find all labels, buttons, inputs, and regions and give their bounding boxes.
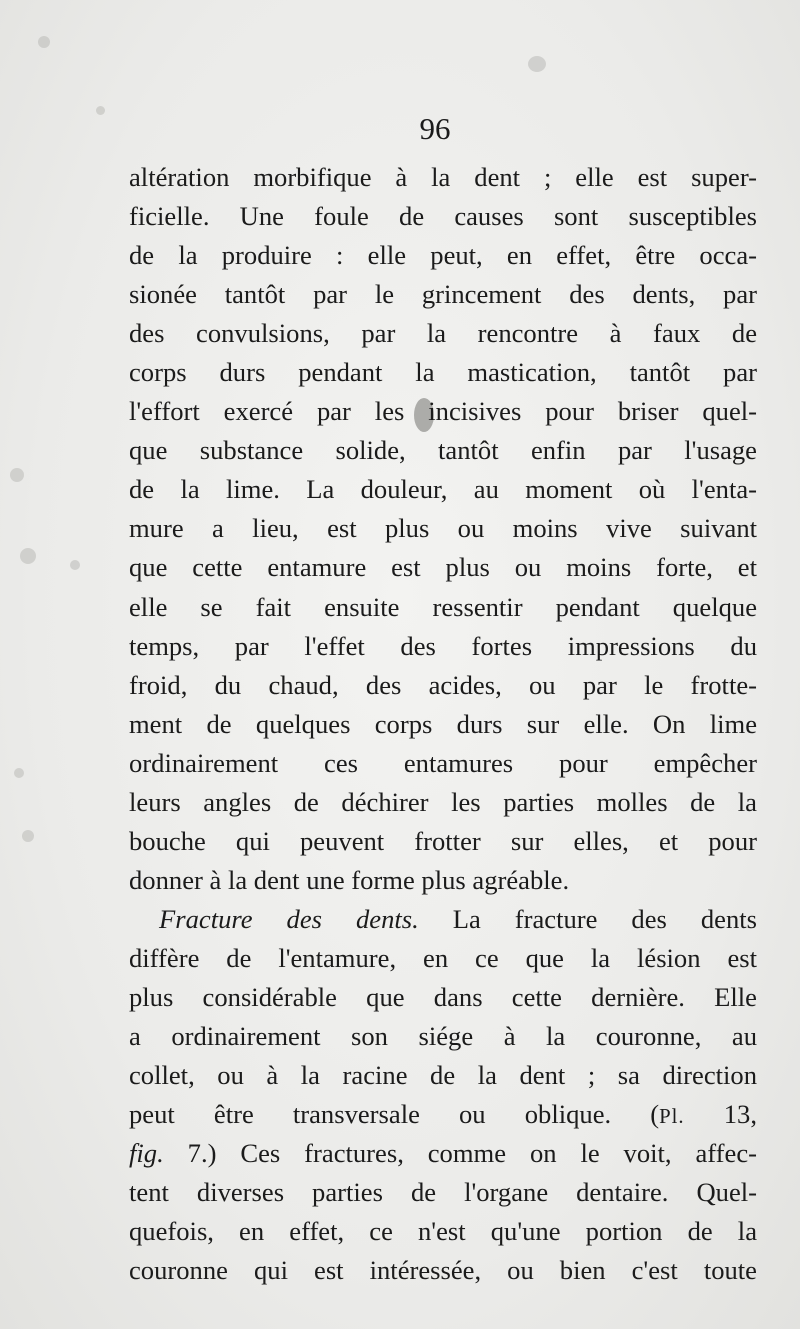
text-line: de la lime. La douleur, au moment où l'enta- [129, 474, 757, 505]
text-line: quefois, en effet, ce n'est qu'une portion de la [129, 1216, 757, 1247]
text-line: sionée tantôt par le grincement des dents, par [129, 279, 757, 310]
figure-abbreviation: fig. [129, 1138, 164, 1169]
plate-number: 13, [723, 1099, 757, 1130]
text-fragment: 7.) Ces fractures, comme on le voit, affec- [187, 1138, 757, 1169]
body-text [129, 158, 757, 1290]
paragraph-first-line [129, 900, 757, 939]
paper-speck [14, 768, 24, 778]
paper-speck [38, 36, 50, 48]
section-heading: Fracture des dents. [159, 903, 419, 934]
text-line: plus considérable que dans cette dernière. Elle [129, 981, 757, 1012]
text-line: a ordinairement son siége à la couronne, au [129, 1021, 757, 1052]
text-line: que cette entamure est plus ou moins forte, et [129, 552, 757, 583]
text-line: bouche qui peuvent frotter sur elles, et pour [129, 825, 757, 856]
figure-reference-line [129, 1134, 757, 1173]
paper-speck [22, 830, 34, 842]
text-line: elle se fait ensuite ressentir pendant quelque [129, 591, 757, 622]
text-line: tent diverses parties de l'organe dentaire. Quel- [129, 1177, 757, 1208]
text-line: couronne qui est intéressée, ou bien c'est toute [129, 1255, 757, 1286]
text-line: de la produire : elle peut, en effet, être occa- [129, 240, 757, 271]
text-line: mure a lieu, est plus ou moins vive suivant [129, 513, 757, 544]
text-fragment: peut être transversale ou oblique. ( [129, 1099, 660, 1130]
text-line: corps durs pendant la mastication, tantôt par [129, 357, 757, 388]
text-line: ficielle. Une foule de causes sont susceptibles [129, 201, 757, 232]
text-line: des convulsions, par la rencontre à faux de [129, 318, 757, 349]
text-fragment: La fracture des dents [452, 903, 757, 934]
text-line: diffère de l'entamure, en ce que la lésion est [129, 942, 757, 973]
text-line: froid, du chaud, des acides, ou par le frotte- [129, 669, 757, 700]
text-line: temps, par l'effet des fortes impressions du [129, 630, 757, 661]
paper-speck [10, 468, 24, 482]
plate-abbreviation: Pl. [659, 1106, 685, 1129]
text-line: leurs angles de déchirer les parties molles de la [129, 786, 757, 817]
paper-speck [20, 548, 36, 564]
text-line: l'effort exercé par les incisives pour briser quel- [129, 396, 757, 427]
text-line: altération morbifique à la dent ; elle est super- [129, 162, 757, 192]
paper-speck [528, 56, 546, 72]
plate-reference-line [129, 1095, 757, 1134]
text-line: collet, ou à la racine de la dent ; sa direction [129, 1060, 757, 1091]
text-line: que substance solide, tantôt enfin par l'usage [129, 435, 757, 466]
paper-speck [70, 560, 80, 570]
text-line: ordinairement ces entamures pour empêcher [129, 747, 757, 778]
text-line: donner à la dent une forme plus agréable. [129, 864, 570, 895]
text-line: ment de quelques corps durs sur elle. On lime [129, 708, 757, 739]
page-number: 96 [419, 111, 451, 146]
